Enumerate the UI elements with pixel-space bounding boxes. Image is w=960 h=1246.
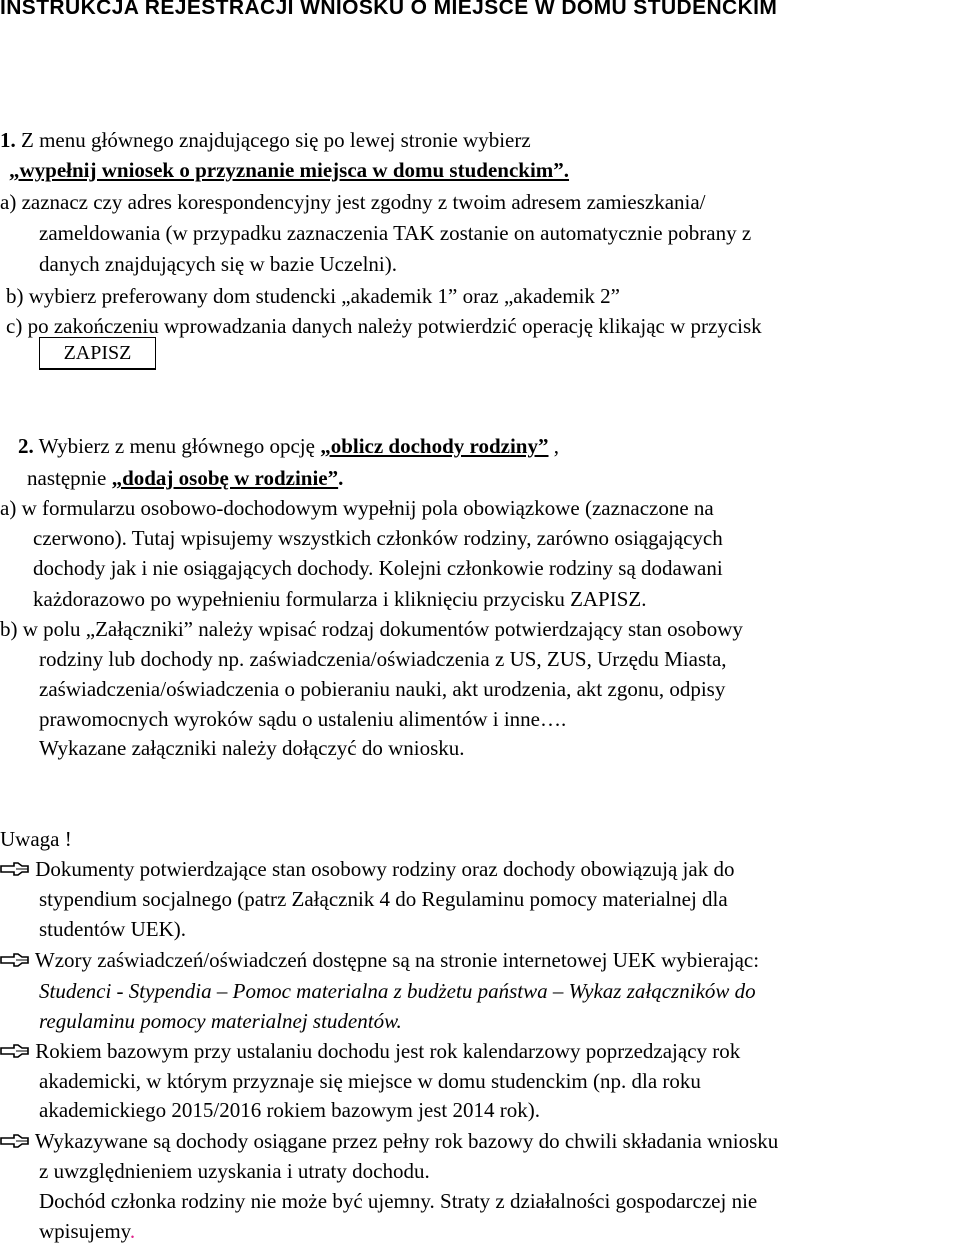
- section-2-comma: ,: [548, 434, 559, 458]
- menu-option-add-person: „dodaj osobę w rodzinie”: [111, 466, 339, 490]
- section-2-b-line2: rodziny lub dochody np. zaświadczenia/oświadczenia z US, ZUS, Urzędu Miasta,: [39, 647, 727, 671]
- section-1-text: Z menu głównego znajdującego się po lewej stronie wybierz: [15, 128, 531, 152]
- section-2-b-line4: prawomocnych wyroków sądu o ustaleniu alimentów i inne….: [39, 707, 567, 731]
- section-2-next-text: następnie: [27, 466, 112, 490]
- note-2-text: Wzory zaświadczeń/oświadczeń dostępne są na stronie internetowej UEK wybierając:: [30, 948, 760, 972]
- note-2-path-line2: regulaminu pomocy materialnej studentów.: [39, 1009, 402, 1033]
- note-3-line1: [0, 1038, 740, 1064]
- section-1-intro: [0, 127, 531, 153]
- section-2-number: 2.: [18, 434, 34, 458]
- section-1-a-line2: zameldowania (w przypadku zaznaczenia TAK zostanie on automatycznie pobrany z: [39, 221, 752, 245]
- note-1-line1: [0, 856, 734, 882]
- section-1-number: 1.: [0, 128, 16, 152]
- section-1-a-line1: a) zaznacz czy adres korespondencyjny jest zgodny z twoim adresem zamieszkania/: [0, 190, 706, 214]
- section-2-a-line3: dochody jak i nie osiągających dochody. Kolejni członkowie rodziny są dodawani: [33, 556, 723, 580]
- section-2-period: .: [338, 466, 344, 490]
- pointing-hand-icon: [0, 1133, 30, 1149]
- section-2-text: Wybierz z menu głównego opcję: [33, 434, 321, 458]
- pointing-hand-icon: [0, 952, 30, 968]
- zapisz-button-image: ZAPISZ: [39, 337, 156, 370]
- section-2-b-line5: Wykazane załączniki należy dołączyć do wniosku.: [39, 736, 465, 760]
- note-4-final-period: .: [129, 1219, 136, 1243]
- note-3-line3: akademickiego 2015/2016 rokiem bazowym jest 2014 rok).: [39, 1098, 540, 1122]
- note-2-line1: [0, 947, 759, 973]
- menu-option-apply: „wypełnij wniosek o przyznanie miejsca w domu studenckim”.: [9, 158, 570, 182]
- note-1-text: Dokumenty potwierdzające stan osobowy rodziny oraz dochody obowiązują jak do: [30, 857, 735, 881]
- note-4-last-word: wpisujemy: [39, 1219, 130, 1243]
- section-2-a-line2: czerwono). Tutaj wpisujemy wszystkich członków rodziny, zarówno osiągających: [33, 526, 723, 550]
- note-4-line1: [0, 1128, 778, 1154]
- pointing-hand-icon: [0, 861, 30, 877]
- section-2-a-line4: każdorazowo po wypełnieniu formularza i kliknięciu przycisku ZAPISZ.: [33, 587, 647, 611]
- section-2-b-line3: zaświadczenia/oświadczenia o pobieraniu nauki, akt urodzenia, akt zgonu, odpisy: [39, 677, 726, 701]
- note-3-text: Rokiem bazowym przy ustalaniu dochodu jest rok kalendarzowy poprzedzający rok: [30, 1039, 741, 1063]
- section-1-c: c) po zakończeniu wprowadzania danych należy potwierdzić operację klikając w przycisk: [6, 314, 762, 338]
- note-4-line4: [39, 1218, 135, 1244]
- pointing-hand-icon: [0, 1043, 30, 1059]
- note-3-line2: akademicki, w którym przyznaje się miejsce w domu studenckim (np. dla roku: [39, 1069, 701, 1093]
- note-1-line3: studentów UEK).: [39, 917, 186, 941]
- menu-option-income: „oblicz dochody rodziny”: [320, 434, 549, 458]
- note-heading: Uwaga !: [0, 827, 72, 851]
- section-2-intro: [18, 433, 559, 459]
- note-1-line2: stypendium socjalnego (patrz Załącznik 4 do Regulaminu pomocy materialnej dla: [39, 887, 728, 911]
- section-2-next: [27, 465, 343, 491]
- section-1-menu-option: [9, 157, 569, 183]
- note-4-line2: z uwzględnieniem uzyskania i utraty dochodu.: [39, 1159, 430, 1183]
- note-4-line3: Dochód członka rodziny nie może być ujemny. Straty z działalności gospodarczej nie: [39, 1189, 758, 1213]
- document-title: INSTRUKCJA REJESTRACJI WNIOSKU O MIEJSCE W DOMU STUDENCKIM: [0, 0, 778, 19]
- section-2-a-line1: a) w formularzu osobowo-dochodowym wypełnij pola obowiązkowe (zaznaczone na: [0, 496, 714, 520]
- section-1-b: b) wybierz preferowany dom studencki „akademik 1” oraz „akademik 2”: [6, 284, 620, 308]
- section-2-b-line1: b) w polu „Załączniki” należy wpisać rodzaj dokumentów potwierdzający stan osobowy: [0, 617, 743, 641]
- section-1-a-line3: danych znajdujących się w bazie Uczelni).: [39, 252, 397, 276]
- note-2-path-line1: Studenci - Stypendia – Pomoc materialna z budżetu państwa – Wykaz załączników do: [39, 979, 756, 1003]
- note-4-text: Wykazywane są dochody osiągane przez pełny rok bazowy do chwili składania wniosku: [30, 1129, 779, 1153]
